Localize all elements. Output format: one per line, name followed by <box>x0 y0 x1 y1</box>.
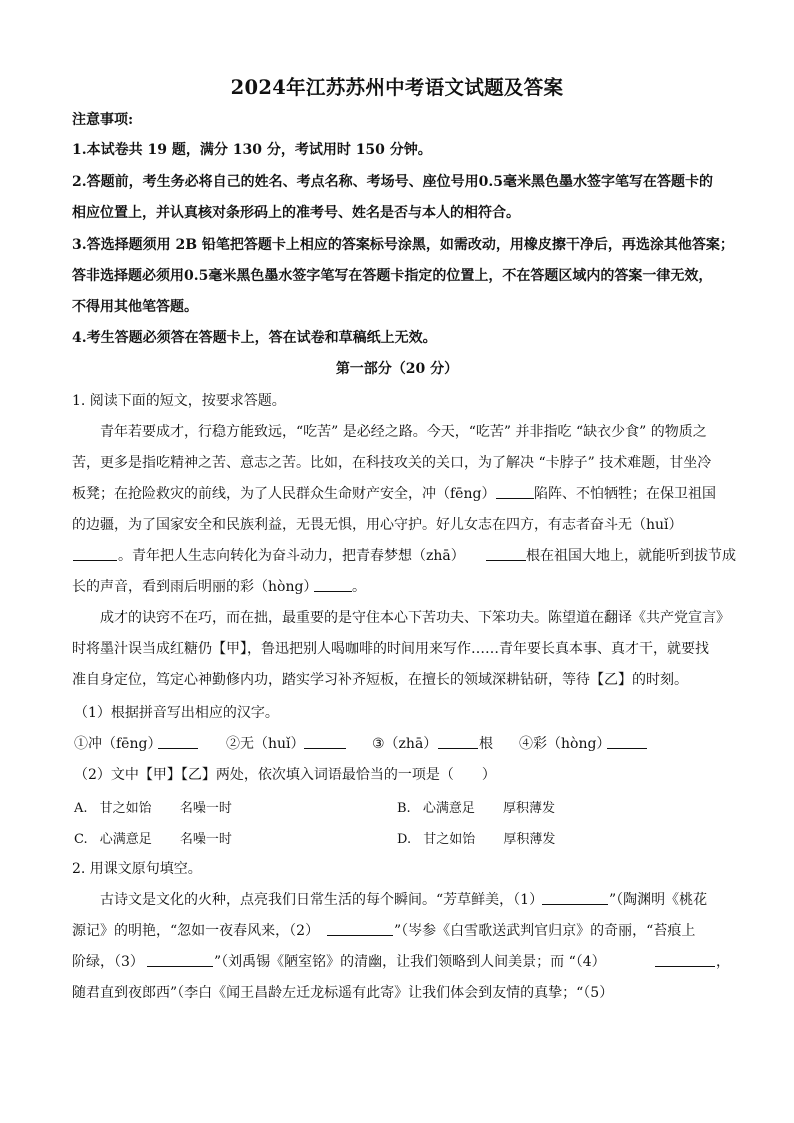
option-a[interactable] <box>74 797 232 816</box>
q2-line: 古诗文是文化的火种，点亮我们日常生活的每个瞬间。“芳草鲜美，（1） <box>100 892 544 908</box>
q1-paragraph-line: 陷阵、不怕牺牲；在保卫祖国 <box>534 486 716 502</box>
option-word: 心满意足 <box>422 801 475 816</box>
blank-line[interactable] <box>654 952 716 973</box>
notice-item: 4.考生答题必须答在答题卡上，答在试卷和草稿纸上无效。 <box>72 330 437 346</box>
blank-line[interactable] <box>313 577 353 598</box>
pinyin-item: ④彩（hòng） <box>519 736 611 752</box>
blank-line[interactable] <box>146 952 214 973</box>
option-word: 厚积薄发 <box>503 832 556 847</box>
q1-prompt: 1. 阅读下面的短文，按要求答题。 <box>72 393 286 409</box>
blank-line[interactable] <box>437 734 479 755</box>
q1-paragraph-line: 苦，更多是指吃精神之苦、意志之苦。比如，在科技攻关的关口，为了解决 “卡脖子” 技术难题，甘坐冷 <box>72 455 712 471</box>
option-word: 厚积薄发 <box>502 801 555 816</box>
pinyin-item: ①冲（fēng） <box>74 736 162 752</box>
blank-line[interactable] <box>495 484 535 505</box>
option-word: 心满意足 <box>99 832 152 847</box>
notice-item: 答非选择题必须用0.5毫米黑色墨水签字笔写在答题卡指定的位置上，不在答题区域内的答案一律无效， <box>72 268 713 284</box>
q1-paragraph-line: 。青年把人生志向转化为奋斗动力，把青春梦想（zhā） <box>118 548 465 564</box>
q2-line: 源记》的明艳，“忽如一夜春风来，（2） <box>72 923 320 939</box>
option-word: 名噪一时 <box>179 801 232 816</box>
q2-line: ”（岑参《白雪歌送武判官归京》的奇丽，“苔痕上 <box>394 923 696 939</box>
q2-line: 阶绿，（3） <box>72 954 144 970</box>
blank-line[interactable] <box>541 890 609 911</box>
pinyin-item: 根 <box>479 736 493 752</box>
blank-line[interactable] <box>485 546 527 567</box>
option-label: D. <box>397 832 412 847</box>
q1-paragraph-line: 长的声音，看到雨后明丽的彩（hòng） <box>72 579 318 595</box>
notice-heading: 注意事项: <box>72 112 134 128</box>
q1-paragraph-line: 的边疆，为了国家安全和民族利益，无畏无惧，用心守护。好儿女志在四方，有志者奋斗无（huǐ） <box>72 517 683 533</box>
option-d[interactable] <box>397 828 555 847</box>
q2-line: 随君直到夜郎西”（李白《闻王昌龄左迁龙标遥有此寄》让我们体会到友情的真挚；“（5） <box>72 985 614 1001</box>
q1-paragraph-line: 根在祖国大地上，就能听到拔节成 <box>526 548 736 564</box>
blank-line[interactable] <box>303 734 347 755</box>
blank-line[interactable] <box>326 921 394 942</box>
notice-item: 2.答题前，考生务必将自己的姓名、考点名称、考场号、座位号用0.5毫米黑色墨水签字笔写在答题卡的 <box>72 174 713 190</box>
option-label: C. <box>74 832 88 847</box>
pinyin-item: ②无（huǐ） <box>226 736 305 752</box>
notice-item: 相应位置上，并认真核对条形码上的准考号、姓名是否与本人的相符合。 <box>72 205 520 221</box>
option-label: A. <box>74 801 88 816</box>
option-word: 甘之如饴 <box>423 832 476 847</box>
pinyin-item: ③（zhā） <box>372 736 438 752</box>
notice-item: 3.答选择题须用 2B 铅笔把答题卡上相应的答案标号涂黑，如需改动，用橡皮擦干净后，再选涂其他答案； <box>72 237 734 253</box>
q1-paragraph-line: 。 <box>352 579 366 595</box>
option-word: 名噪一时 <box>179 832 232 847</box>
section-title: 第一部分（20 分） <box>335 361 459 377</box>
sub2-prompt: （2）文中【甲】【乙】两处，依次填入词语最恰当的一项是（ ） <box>74 767 496 783</box>
q2-line: ”（陶渊明《桃花 <box>609 892 708 908</box>
page-title: 2024年江苏苏州中考语文试题及答案 <box>230 76 564 99</box>
blank-line[interactable] <box>157 734 199 755</box>
q1-paragraph-line: 准自身定位，笃定心神勤修内功，踏实学习补齐短板，在擅长的领域深耕钻研，等待【乙】的时刻。 <box>72 672 688 688</box>
option-label: B. <box>397 801 411 816</box>
option-b[interactable] <box>397 797 555 816</box>
option-c[interactable] <box>74 828 232 847</box>
q1-paragraph-line: 成才的诀窍不在巧，而在拙，最重要的是守住本心下苦功夫、下笨功夫。陈望道在翻译《共产党宣言》 <box>100 610 730 626</box>
q1-paragraph-line: 板凳；在抢险救灾的前线，为了人民群众生命财产安全，冲（fēng） <box>72 486 496 502</box>
q2-line: ”（刘禹锡《陋室铭》的清幽，让我们领略到人间美景；而 “（4） <box>214 954 606 970</box>
q2-line: ， <box>716 954 730 970</box>
notice-item: 不得用其他笔答题。 <box>72 299 198 315</box>
notice-item: 1.本试卷共 19 题，满分 130 分，考试用时 150 分钟。 <box>72 142 432 158</box>
blank-line[interactable] <box>72 546 118 567</box>
q2-prompt: 2. 用课文原句填空。 <box>72 861 202 877</box>
blank-line[interactable] <box>606 734 648 755</box>
sub1-prompt: （1）根据拼音写出相应的汉字。 <box>74 705 279 721</box>
q1-paragraph-line: 时将墨汁误当成红糖仍【甲】，鲁迅把别人喝咖啡的时间用来写作……青年要长真本事、真才干，就要找 <box>72 641 709 657</box>
option-word: 甘之如饴 <box>99 801 152 816</box>
q1-paragraph-line: 青年若要成才，行稳方能致远，“吃苦” 是必经之路。今天，“吃苦” 并非指吃 “缺衣少食” 的物质之 <box>100 424 707 440</box>
